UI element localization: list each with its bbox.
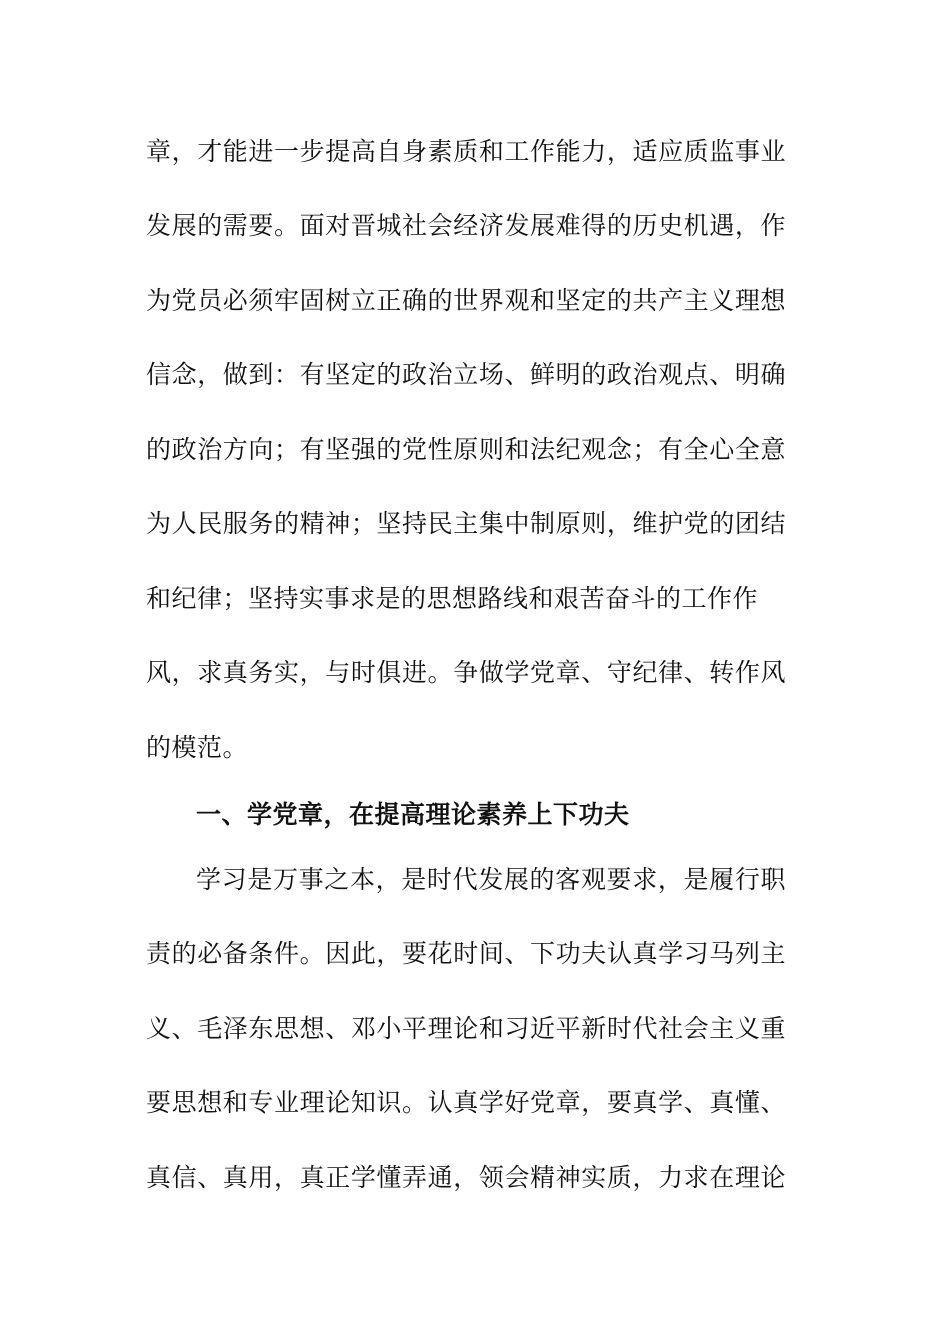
paragraph-line: 信念，做到：有坚定的政治立场、鲜明的政治观点、明确 — [146, 360, 786, 389]
paragraph-line: 的模范。 — [146, 733, 249, 762]
paragraph-line: 和纪律；坚持实事求是的思想路线和艰苦奋斗的工作作 — [146, 584, 759, 613]
paragraph-line: 章，才能进一步提高自身素质和工作能力，适应质监事业 — [146, 137, 786, 166]
section-heading: 一、学党章，在提高理论素养上下功夫 — [196, 800, 630, 829]
paragraph-line: 义、毛泽东思想、邓小平理论和习近平新时代社会主义重 — [146, 1014, 786, 1043]
paragraph-line: 风，求真务实，与时俱进。争做学党章、守纪律、转作风 — [146, 658, 786, 687]
paragraph-line: 学习是万事之本，是时代发展的客观要求，是履行职 — [196, 865, 786, 894]
paragraph-line: 发展的需要。面对晋城社会经济发展难得的历史机遇，作 — [146, 211, 786, 240]
paragraph-line: 责的必备条件。因此，要花时间、下功夫认真学习马列主 — [146, 939, 786, 968]
paragraph-line: 要思想和专业理论知识。认真学好党章，要真学、真懂、 — [146, 1088, 786, 1117]
paragraph-line: 为党员必须牢固树立正确的世界观和坚定的共产主义理想 — [146, 286, 786, 315]
paragraph-line: 的政治方向；有坚强的党性原则和法纪观念；有全心全意 — [146, 435, 786, 464]
paragraph-line: 真信、真用，真正学懂弄通，领会精神实质，力求在理论 — [146, 1163, 786, 1192]
paragraph-line: 为人民服务的精神；坚持民主集中制原则，维护党的团结 — [146, 509, 786, 538]
